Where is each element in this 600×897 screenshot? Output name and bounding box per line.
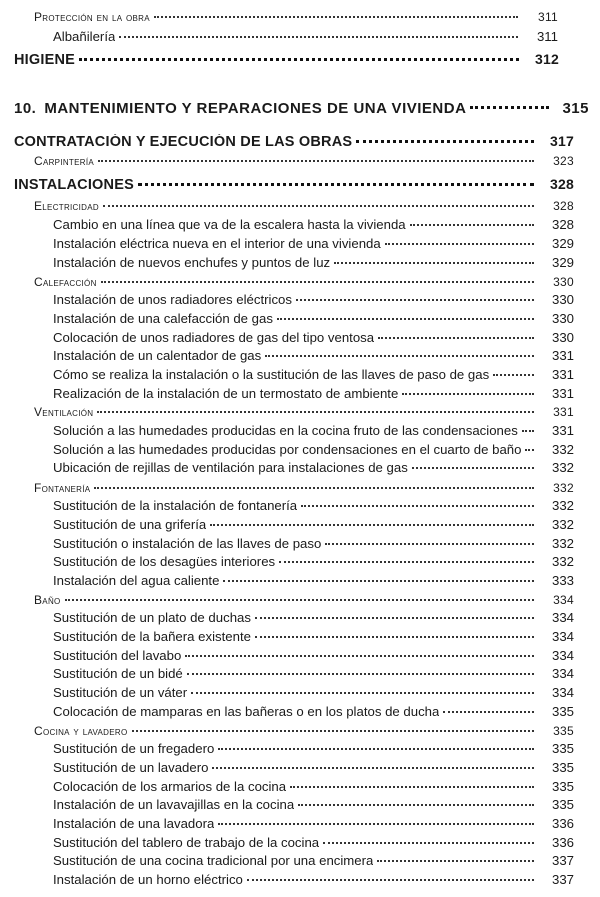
dot-leader xyxy=(255,636,534,638)
dot-leader xyxy=(410,224,534,226)
toc-subentry xyxy=(53,517,574,532)
toc-entry-page: 328 xyxy=(551,217,574,232)
toc-entry-title: Albañilería xyxy=(53,29,116,44)
toc-entry-title: Instalación de nuevos enchufes y puntos de luz xyxy=(53,255,331,270)
toc-entry-title: Ventilación xyxy=(34,405,94,419)
dot-leader xyxy=(412,467,534,469)
toc-subentry xyxy=(53,685,574,700)
dot-leader xyxy=(356,140,534,143)
dot-leader xyxy=(210,524,534,526)
toc-subentry xyxy=(53,797,574,812)
toc-section-instalaciones xyxy=(14,176,574,193)
toc-subentry xyxy=(53,610,574,625)
toc-entry-title: Solución a las humedades producidas por condensaciones en el cuarto de baño xyxy=(53,442,522,457)
dot-leader xyxy=(119,36,518,38)
toc-entry-page: 334 xyxy=(551,610,574,625)
dot-leader xyxy=(470,106,549,109)
toc-subentry xyxy=(53,536,574,551)
toc-entry-page: 330 xyxy=(553,275,574,289)
dot-leader xyxy=(247,879,534,881)
toc-entry-page: 334 xyxy=(551,648,574,663)
toc-subentry xyxy=(53,741,574,756)
toc-entry-title: Protección en la obra xyxy=(34,10,150,24)
toc-entry-bano xyxy=(34,593,574,607)
toc-entry-page: 334 xyxy=(551,629,574,644)
toc-entry-page: 335 xyxy=(551,760,574,775)
dot-leader xyxy=(402,393,534,395)
dot-leader xyxy=(185,655,534,657)
toc-entry-proteccion xyxy=(34,10,558,24)
dot-leader xyxy=(94,487,534,489)
toc-entry-title: Sustitución de un plato de duchas xyxy=(53,610,251,625)
toc-entry-title: Sustitución de la instalación de fontanería xyxy=(53,498,298,513)
dot-leader xyxy=(525,449,534,451)
toc-entry-page: 331 xyxy=(551,423,574,438)
dot-leader xyxy=(218,748,534,750)
toc-entry-page: 330 xyxy=(551,292,574,307)
toc-subentry xyxy=(53,816,574,831)
toc-section-higiene xyxy=(14,51,559,68)
toc-entry-title: Instalación de un calentador de gas xyxy=(53,348,262,363)
toc-entry-title: Colocación de los armarios de la cocina xyxy=(53,779,287,794)
toc-subentry xyxy=(53,853,574,868)
toc-chapter-10 xyxy=(14,100,589,117)
chapter-page: 315 xyxy=(562,100,589,117)
toc-subentry xyxy=(53,460,574,475)
toc-section-page: 328 xyxy=(550,176,574,192)
toc-entry-page: 335 xyxy=(551,797,574,812)
toc-entry-title: Solución a las humedades producidas en la cocina fruto de las condensaciones xyxy=(53,423,518,438)
toc-subentry xyxy=(53,330,574,345)
dot-leader xyxy=(377,860,534,862)
dot-leader xyxy=(212,767,534,769)
toc-entry-page: 335 xyxy=(551,779,574,794)
toc-entry-title: Sustitución del tablero de trabajo de la cocina xyxy=(53,835,320,850)
toc-section-page: 312 xyxy=(535,51,559,67)
toc-entry-title: Sustitución o instalación de las llaves de paso xyxy=(53,536,322,551)
dot-leader xyxy=(187,673,534,675)
dot-leader xyxy=(279,561,534,563)
toc-entry-page: 337 xyxy=(551,872,574,887)
toc-entry-page: 333 xyxy=(551,573,574,588)
toc-entry-page: 311 xyxy=(537,10,558,24)
toc-subentry xyxy=(53,236,574,251)
toc-entry-title: Instalación de una calefacción de gas xyxy=(53,311,273,326)
toc-subentry xyxy=(53,255,574,270)
toc-entry-page: 330 xyxy=(551,330,574,345)
toc-entry-title: Sustitución de un váter xyxy=(53,685,188,700)
toc-entry-title: Cambio en una línea que va de la escalera hasta la vivienda xyxy=(53,217,406,232)
toc-entry-title: Instalación de unos radiadores eléctricos xyxy=(53,292,292,307)
toc-subentry xyxy=(53,666,574,681)
dot-leader xyxy=(132,730,535,732)
toc-entry-page: 328 xyxy=(553,199,574,213)
toc-entry-page: 331 xyxy=(551,367,574,382)
toc-entry-page: 335 xyxy=(553,724,574,738)
dot-leader xyxy=(296,299,534,301)
toc-entry-title: Sustitución del lavabo xyxy=(53,648,182,663)
toc-entry-title: Cómo se realiza la instalación o la sustitución de las llaves de paso de gas xyxy=(53,367,490,382)
toc-entry-fontaneria xyxy=(34,481,574,495)
toc-entry-title: Baño xyxy=(34,593,61,607)
toc-entry-page: 311 xyxy=(536,29,558,44)
dot-leader xyxy=(385,243,534,245)
toc-subentry xyxy=(53,367,574,382)
toc-subentry xyxy=(53,498,574,513)
toc-section-page: 317 xyxy=(550,133,574,149)
dot-leader xyxy=(325,543,534,545)
toc-entry-page: 332 xyxy=(551,498,574,513)
toc-subentry xyxy=(53,386,574,401)
toc-entry-page: 337 xyxy=(551,853,574,868)
toc-entry-cocina xyxy=(34,724,574,738)
dot-leader xyxy=(493,374,534,376)
toc-subentry xyxy=(53,760,574,775)
dot-leader xyxy=(522,430,534,432)
toc-entry-page: 334 xyxy=(551,666,574,681)
toc-entry-title: Instalación eléctrica nueva en el interior de una vivienda xyxy=(53,236,381,251)
toc-entry-title: Electricidad xyxy=(34,199,99,213)
toc-section-title: CONTRATACIÓN Y EJECUCIÓN DE LAS OBRAS xyxy=(14,134,353,150)
toc-entry-title: Instalación del agua caliente xyxy=(53,573,220,588)
dot-leader xyxy=(65,599,534,601)
toc-entry-page: 335 xyxy=(551,704,574,719)
toc-entry-page: 332 xyxy=(553,481,574,495)
toc-entry-page: 336 xyxy=(551,816,574,831)
toc-entry-title: Realización de la instalación de un termostato de ambiente xyxy=(53,386,399,401)
toc-entry-title: Sustitución de una grifería xyxy=(53,517,207,532)
toc-subentry xyxy=(53,292,574,307)
toc-subentry xyxy=(53,442,574,457)
toc-entry-page: 336 xyxy=(551,835,574,850)
toc-subentry xyxy=(53,648,574,663)
toc-subentry xyxy=(53,554,574,569)
toc-entry-ventilacion xyxy=(34,405,574,419)
dot-leader xyxy=(103,205,534,207)
toc-entry-page: 334 xyxy=(551,685,574,700)
toc-entry-title: Sustitución de un bidé xyxy=(53,666,183,681)
toc-entry-title: Sustitución de una cocina tradicional por una encimera xyxy=(53,853,374,868)
toc-section-contratacion xyxy=(14,133,574,150)
dot-leader xyxy=(378,337,534,339)
dot-leader xyxy=(290,786,534,788)
toc-entry-page: 330 xyxy=(551,311,574,326)
dot-leader xyxy=(79,58,519,61)
toc-entry-title: Ubicación de rejillas de ventilación para instalaciones de gas xyxy=(53,460,408,475)
dot-leader xyxy=(223,580,534,582)
toc-subentry xyxy=(53,704,574,719)
chapter-title: MANTENIMIENTO Y REPARACIONES DE UNA VIVIENDA xyxy=(44,100,467,117)
toc-subentry xyxy=(53,629,574,644)
toc-entry-title: Sustitución de un lavadero xyxy=(53,760,209,775)
toc-entry-title: Instalación de una lavadora xyxy=(53,816,215,831)
toc-subentry xyxy=(53,779,574,794)
toc-entry-title: Instalación de un lavavajillas en la cocina xyxy=(53,797,295,812)
toc-entry-title: Cocina y lavadero xyxy=(34,724,128,738)
dot-leader xyxy=(298,804,534,806)
dot-leader xyxy=(443,711,534,713)
toc-entry-page: 332 xyxy=(551,536,574,551)
toc-entry-page: 334 xyxy=(553,593,574,607)
toc-entry-page: 332 xyxy=(551,460,574,475)
toc-entry-page: 329 xyxy=(551,255,574,270)
toc-entry-page: 331 xyxy=(551,386,574,401)
toc-entry-page: 331 xyxy=(551,348,574,363)
toc-entry-title: Carpintería xyxy=(34,154,94,168)
toc-entry-title: Sustitución de la bañera existente xyxy=(53,629,251,644)
toc-subentry xyxy=(53,423,574,438)
toc-subentry xyxy=(53,217,574,232)
toc-section-title: INSTALACIONES xyxy=(14,177,134,193)
toc-subentry xyxy=(53,348,574,363)
toc-entry-electricidad xyxy=(34,199,574,213)
toc-entry-page: 332 xyxy=(551,554,574,569)
toc-entry-page: 332 xyxy=(551,442,574,457)
toc-subentry xyxy=(53,311,574,326)
dot-leader xyxy=(138,183,534,186)
toc-entry-title: Sustitución de los desagües interiores xyxy=(53,554,276,569)
chapter-number: 10. xyxy=(14,100,37,117)
toc-entry-page: 335 xyxy=(551,741,574,756)
dot-leader xyxy=(277,318,534,320)
dot-leader xyxy=(255,617,534,619)
dot-leader xyxy=(323,842,534,844)
dot-leader xyxy=(334,262,534,264)
toc-entry-title: Calefacción xyxy=(34,275,97,289)
dot-leader xyxy=(191,692,534,694)
toc-entry-calefaccion xyxy=(34,275,574,289)
dot-leader xyxy=(154,16,518,18)
toc-entry-title: Colocación de unos radiadores de gas del tipo ventosa xyxy=(53,330,375,345)
dot-leader xyxy=(97,411,534,413)
dot-leader xyxy=(98,160,534,162)
toc-entry-page: 329 xyxy=(551,236,574,251)
dot-leader xyxy=(265,355,534,357)
toc-subentry xyxy=(53,872,574,887)
toc-entry-albanileria xyxy=(53,29,558,44)
toc-subentry xyxy=(53,573,574,588)
toc-section-title: HIGIENE xyxy=(14,52,76,68)
dot-leader xyxy=(301,505,534,507)
toc-entry-title: Fontanería xyxy=(34,481,91,495)
toc-entry-title: Sustitución de un fregadero xyxy=(53,741,215,756)
toc-entry-carpinteria xyxy=(34,154,574,168)
toc-entry-page: 323 xyxy=(553,154,574,168)
toc-entry-page: 332 xyxy=(551,517,574,532)
toc-entry-title: Colocación de mamparas en las bañeras o en los platos de ducha xyxy=(53,704,440,719)
toc-entry-page: 331 xyxy=(553,405,574,419)
toc-entry-title: Instalación de un horno eléctrico xyxy=(53,872,243,887)
dot-leader xyxy=(101,281,534,283)
toc-subentry xyxy=(53,835,574,850)
dot-leader xyxy=(218,823,534,825)
